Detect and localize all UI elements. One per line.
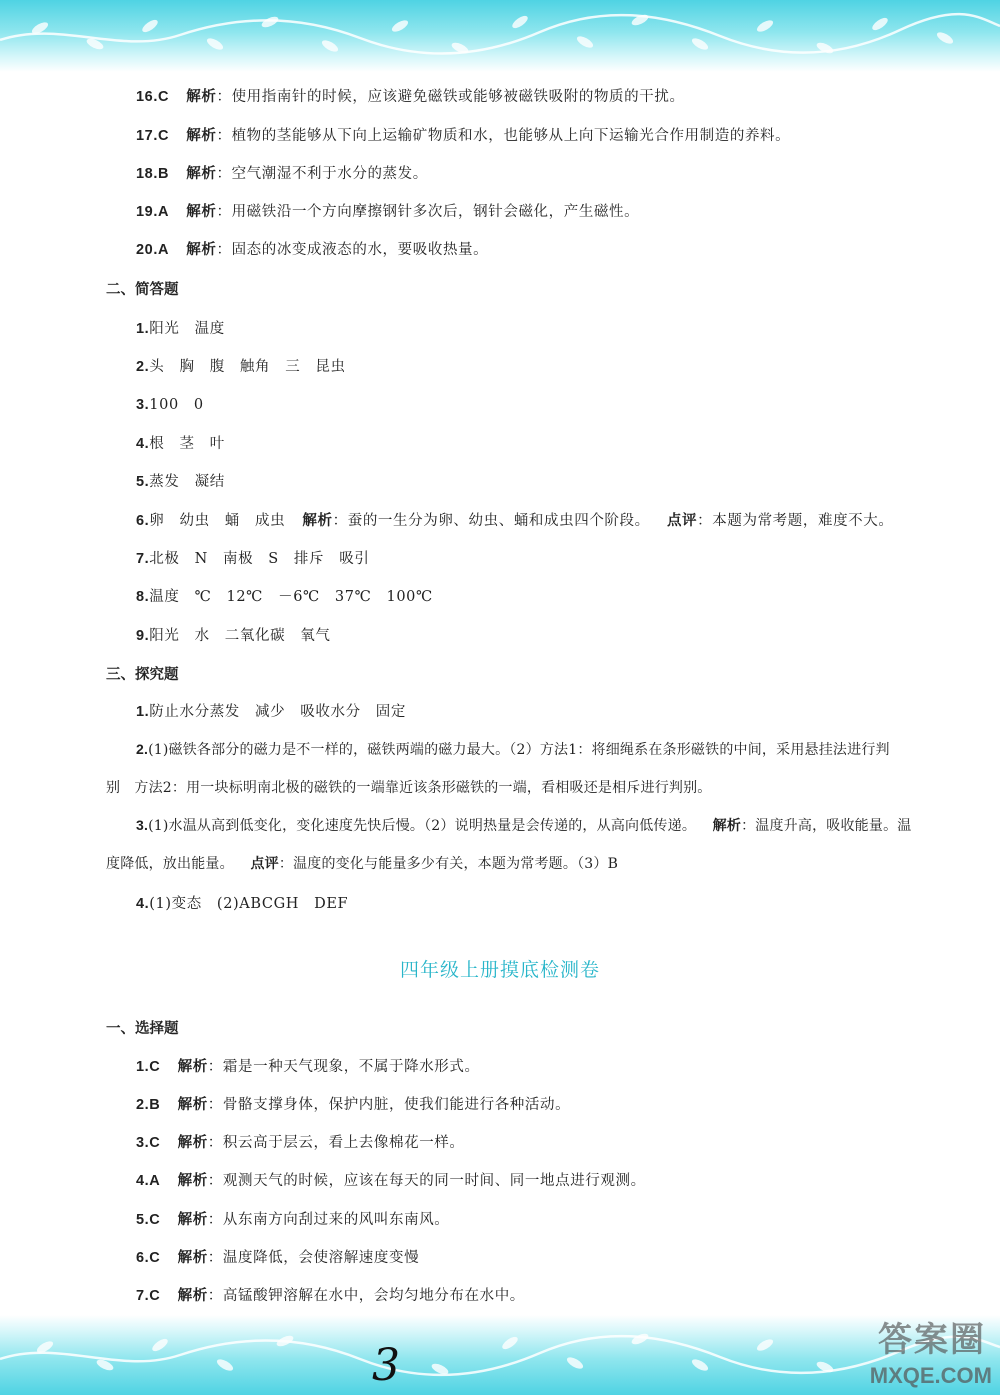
analysis-text: 从东南方向刮过来的风叫东南风。 [222, 1212, 450, 1228]
item-number: 16.C [136, 89, 170, 105]
analysis-text: 骨骼支撑身体，保护内脏，使我们能进行各种活动。 [222, 1097, 571, 1113]
answer-text: 温度 ℃ 12℃ －6℃ 37℃ 100℃ [149, 589, 433, 605]
analysis-label: 解析 [712, 817, 742, 833]
list-item: 5.C 解析：从东南方向刮过来的风叫东南风。 [136, 1212, 450, 1228]
item-number: 4. [136, 896, 150, 912]
answer-text: (1)磁铁各部分的磁力是不一样的，磁铁两端的磁力最大。（2）方法1：将细绳系在条形磁铁的中间，采用悬挂法进行判 [148, 742, 890, 758]
item-number: 19.A [136, 204, 170, 220]
answer-text: (1)变态 (2)ABCGH DEF [149, 896, 349, 912]
answer-text: 蒸发 凝结 [149, 474, 225, 490]
list-item [136, 432, 225, 453]
comment-label: 点评 [250, 855, 279, 871]
section-heading: 二、简答题 [106, 282, 179, 298]
analysis-label: 解析 [177, 1288, 208, 1304]
list-item: 19.A 解析：用磁铁沿一个方向摩擦钢针多次后，钢针会磁化，产生磁性。 [136, 204, 640, 220]
list-item [136, 393, 204, 414]
item-number: 1. [136, 704, 150, 720]
answer-text: 卵 幼虫 蛹 成虫 [149, 513, 286, 529]
analysis-label: 解析 [186, 204, 217, 220]
item-number: 3.C [136, 1135, 161, 1151]
list-item: 18.B 解析：空气潮湿不利于水分的蒸发。 [136, 166, 428, 182]
item-number: 9. [136, 628, 150, 644]
item-number: 5. [136, 474, 150, 490]
top-decorative-band [0, 0, 1000, 72]
item-number: 2.B [136, 1097, 161, 1113]
answer-text-continued: 别 方法2：用一块标明南北极的磁铁的一端靠近该条形磁铁的一端，看相吸还是相斥进行判别。 [106, 780, 712, 796]
list-item [136, 739, 890, 759]
analysis-label: 解析 [177, 1059, 208, 1075]
analysis-text: 温度降低，会使溶解速度变慢 [222, 1250, 420, 1266]
list-item [136, 547, 369, 568]
item-number: 3. [136, 397, 150, 413]
list-item [136, 355, 346, 376]
analysis-label: 解析 [177, 1212, 208, 1228]
answer-text: 100 0 [149, 397, 204, 413]
analysis-text: 观测天气的时候，应该在每天的同一时间、同一地点进行观测。 [222, 1173, 646, 1189]
list-item: 6.C 解析：温度降低，会使溶解速度变慢 [136, 1250, 420, 1266]
analysis-text: 度降低，放出能量。 [106, 856, 234, 872]
analysis-label: 解析 [177, 1135, 208, 1151]
item-number: 5.C [136, 1212, 161, 1228]
item-number: 4.A [136, 1173, 161, 1189]
item-number: 18.B [136, 166, 170, 182]
analysis-text: 植物的茎能够从下向上运输矿物质和水，也能够从上向下运输光合作用制造的养料。 [231, 128, 791, 144]
item-number: 6.C [136, 1250, 161, 1266]
analysis-label: 解析 [302, 513, 333, 529]
item-number: 1. [136, 321, 150, 337]
answer-text: (1)水温从高到低变化，变化速度先快后慢。（2）说明热量是会传递的，从高向低传递。 [148, 818, 697, 834]
section-heading: 三、探究题 [106, 667, 179, 683]
vine-ornament [0, 0, 1000, 72]
comment-label: 点评 [666, 513, 698, 529]
answer-text: 阳光 温度 [149, 321, 225, 337]
answer-text-continued: 度降低，放出能量。 点评：温度的变化与能量多少有关，本题为常考题。（3）B [106, 855, 619, 872]
comment-text: 本题为常考题，难度不大。 [712, 513, 894, 529]
list-item [136, 317, 225, 338]
answer-text: 头 胸 腹 触角 三 昆虫 [149, 359, 346, 375]
analysis-text: 使用指南针的时候，应该避免磁铁或能够被磁铁吸附的物质的干扰。 [231, 89, 685, 105]
item-number: 7. [136, 551, 150, 567]
bottom-decorative-band [0, 1315, 1000, 1395]
analysis-label: 解析 [186, 89, 217, 105]
analysis-label: 解析 [186, 128, 217, 144]
analysis-text: 积云高于层云，看上去像棉花一样。 [222, 1135, 465, 1151]
list-item: 3.(1)水温从高到低变化，变化速度先快后慢。（2）说明热量是会传递的，从高向低传递。 解析：温度升高，吸收能量。温 [136, 817, 912, 834]
watermark-logo: 答案圈 [878, 1320, 986, 1360]
analysis-label: 解析 [186, 166, 217, 182]
analysis-text: 固态的冰变成液态的水，要吸收热量。 [231, 242, 489, 258]
list-item: 2.B 解析：骨骼支撑身体，保护内脏，使我们能进行各种活动。 [136, 1097, 571, 1113]
list-item [136, 700, 406, 721]
item-number: 2. [136, 359, 150, 375]
analysis-label: 解析 [177, 1250, 208, 1266]
list-item [136, 624, 331, 645]
answer-text: 阳光 水 二氧化碳 氧气 [149, 628, 331, 644]
list-item [136, 892, 348, 913]
analysis-label: 解析 [177, 1173, 208, 1189]
comment-text: 温度的变化与能量多少有关，本题为常考题。（3）B [293, 856, 619, 872]
vine-ornament [0, 1315, 1000, 1395]
item-number: 17.C [136, 128, 170, 144]
list-item: 4.A 解析：观测天气的时候，应该在每天的同一时间、同一地点进行观测。 [136, 1173, 646, 1189]
analysis-text: 空气潮湿不利于水分的蒸发。 [231, 166, 428, 182]
page-number: 3 [372, 1340, 400, 1391]
analysis-label: 解析 [186, 242, 217, 258]
list-item: 1.C 解析：霜是一种天气现象，不属于降水形式。 [136, 1059, 480, 1075]
watermark-url: MXQE.COM [869, 1363, 992, 1388]
list-item [136, 470, 225, 491]
answer-text: 根 茎 叶 [149, 436, 225, 452]
list-item [136, 585, 433, 606]
item-number: 6. [136, 513, 150, 529]
list-item: 17.C 解析：植物的茎能够从下向上运输矿物质和水，也能够从上向下运输光合作用制造的养料。 [136, 128, 791, 144]
list-item: 16.C 解析：使用指南针的时候，应该避免磁铁或能够被磁铁吸附的物质的干扰。 [136, 89, 685, 105]
section-heading: 一、选择题 [106, 1021, 179, 1037]
item-number: 20.A [136, 242, 170, 258]
list-item: 20.A 解析：固态的冰变成液态的水，要吸收热量。 [136, 242, 489, 258]
answer-text: 防止水分蒸发 减少 吸收水分 固定 [149, 704, 406, 720]
item-number: 3. [136, 817, 149, 833]
list-item: 6.卵 幼虫 蛹 成虫 解析：蚕的一生分为卵、幼虫、蛹和成虫四个阶段。 点评：本题为常考题，难度不大。 [136, 513, 894, 529]
item-number: 2. [136, 741, 149, 757]
analysis-text: 霜是一种天气现象，不属于降水形式。 [222, 1059, 480, 1075]
answer-text: 北极 N 南极 S 排斥 吸引 [149, 551, 370, 567]
analysis-text: 温度升高，吸收能量。温 [755, 818, 912, 834]
analysis-text: 用磁铁沿一个方向摩擦钢针多次后，钢针会磁化，产生磁性。 [231, 204, 640, 220]
list-item: 3.C 解析：积云高于层云，看上去像棉花一样。 [136, 1135, 465, 1151]
analysis-text: 蚕的一生分为卵、幼虫、蛹和成虫四个阶段。 [347, 513, 650, 529]
analysis-text: 高锰酸钾溶解在水中，会均匀地分布在水中。 [222, 1288, 525, 1304]
page-title: 四年级上册摸底检测卷 [399, 959, 600, 981]
analysis-label: 解析 [177, 1097, 208, 1113]
list-item: 7.C 解析：高锰酸钾溶解在水中，会均匀地分布在水中。 [136, 1288, 525, 1304]
item-number: 8. [136, 589, 150, 605]
item-number: 1.C [136, 1059, 161, 1075]
item-number: 4. [136, 436, 150, 452]
item-number: 7.C [136, 1288, 161, 1304]
